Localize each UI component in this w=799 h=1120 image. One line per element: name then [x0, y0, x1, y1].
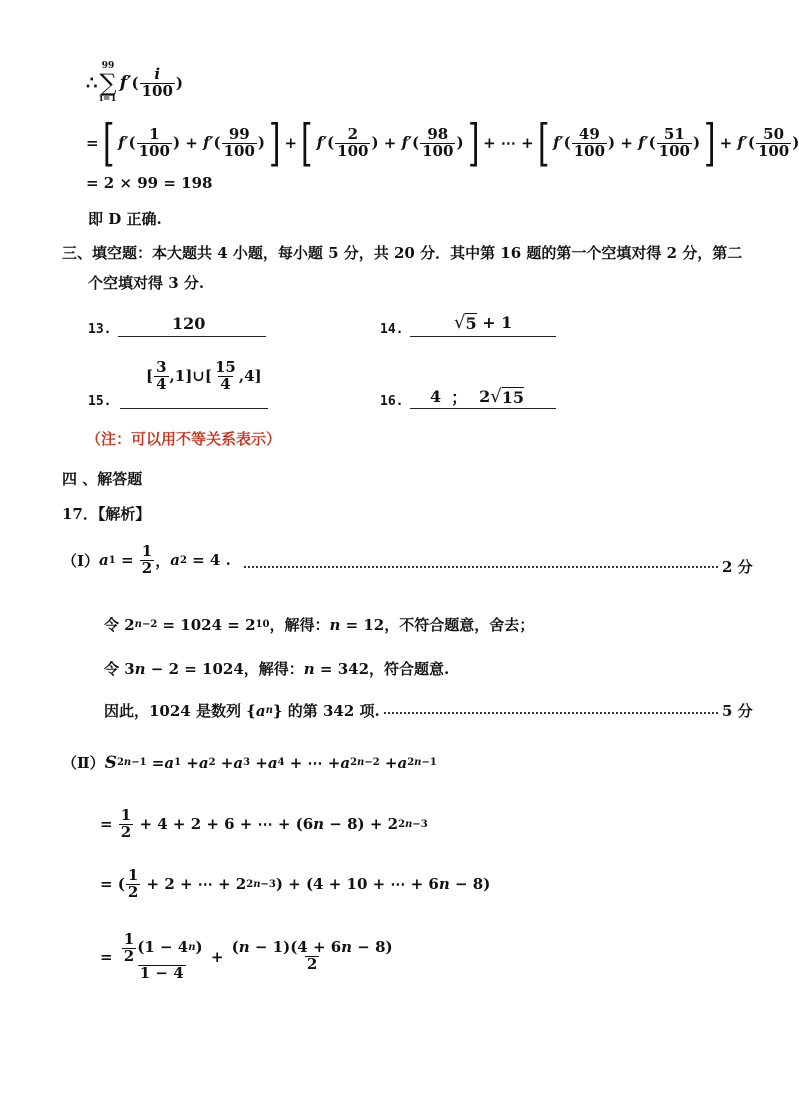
q17-heading: 17．【解析】 [62, 505, 151, 523]
part2-line1: （Ⅱ） S 2n−1 = a 1 + a 2 + a 3 + a 4 + ⋯ + a 2n−2 + a 2n−1 [62, 752, 437, 773]
q16-answer: 4 ； 2 √ 15 [430, 386, 525, 407]
q15-blank [120, 392, 268, 409]
part2-line4: = $\frac{1}{2}$ (1 − 4 n ) 1 − 4 + $\frac{(n - 1)(4 + 6n - 8)}{2}$ [100, 930, 393, 982]
note-text: （注：可以用不等关系表示） [86, 430, 282, 448]
score-2: 5 分 [722, 702, 753, 720]
part1-line3: 令 3 n − 2 = 1024，解得： n = 342 ，符合题意. [104, 659, 450, 678]
sum-expression: ∴ 99 ∑ i=1 f′ ( $\frac{i}{100}$ ) [86, 61, 184, 104]
part1-line1: （Ⅰ） a 1 = $\frac{1}{2}$ ， a 2 = 4 . [62, 542, 231, 577]
sum-lower: i=1 [99, 94, 117, 104]
dot-leader-2 [384, 712, 718, 714]
q14-number: 14. [380, 322, 404, 337]
q13-answer: 120 [172, 314, 206, 333]
q15-number: 15. [88, 394, 112, 409]
dot-leader-1 [244, 566, 718, 568]
section4-heading: 四 、解答题 [62, 470, 143, 488]
q14-answer: √ 5 + 1 [454, 312, 513, 333]
q15-answer: [ $\frac{3}{4}$ ,1]∪[ $\frac{15}{4}$ ,4] [146, 358, 262, 393]
part2-line3: = ( $\frac{1}{2}$ + 2 + ⋯ + 2 2n−3 ) + (4 + 10 + ⋯ + 6 n − 8) [100, 866, 491, 901]
score-1: 2 分 [722, 558, 753, 576]
sum-upper: 99 [101, 61, 115, 71]
conclusion-text: 即 D 正确. [88, 210, 162, 228]
q16-number: 16. [380, 394, 404, 409]
q13-number: 13. [88, 322, 112, 337]
section3-heading: 三、填空题：本大题共 4 小题，每小题 5 分，共 20 分．其中第 16 题的第一个空填对得 2 分，第二 [62, 244, 743, 262]
part2-line2: = $\frac{1}{2}$ + 4 + 2 + 6 + ⋯ + (6 n − 8) + 2 2n−3 [100, 806, 428, 841]
pair-expansion: = [ f′( $\frac{1}{100}$ ) + f′( $\frac{99}{100}$ ) ] + [ f′( $\frac{2}{100}$ ) + f′( $\frac{98}{100}$ ) ] + ⋯ + [ f′( $\frac{49}{100}$ ) + f′( $\frac{51}{100}$ ) ] + f′( $\frac{50}{100}$ ) [86, 114, 799, 172]
sum-result: = 2 × 99 = 198 [86, 174, 213, 192]
part1-line2: 令 2 n −2 = 1024 = 2 10 ，解得： n = 12 ，不符合题意，舍去； [104, 615, 535, 634]
part1-line4: 因此，1024 是数列 { a n } 的第 342 项. [104, 701, 380, 720]
section3-heading-cont: 个空填对得 3 分. [88, 274, 205, 292]
